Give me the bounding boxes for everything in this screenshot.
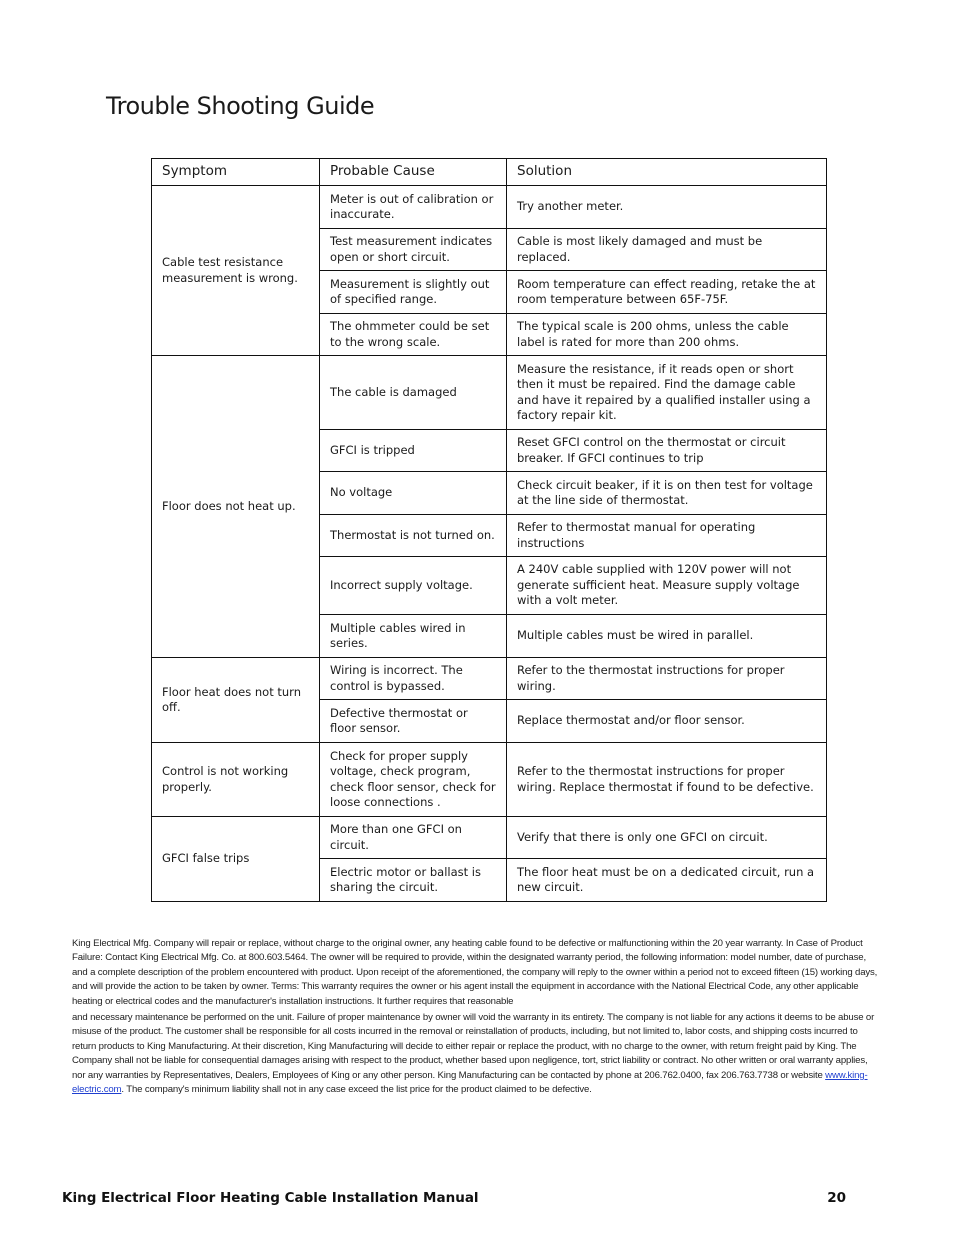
solution-cell: Replace thermostat and/or floor sensor. <box>507 700 827 743</box>
cause-cell: Electric motor or ballast is sharing the circuit. <box>320 859 507 902</box>
solution-cell: Check circuit beaker, if it is on then test for voltage at the line side of thermostat. <box>507 472 827 515</box>
column-header-probable-cause: Probable Cause <box>320 159 507 186</box>
warranty-text-before-link: and necessary maintenance be performed on the unit. Failure of proper maintenance by owner will void the warranty in its entirety. The company is not liable for any actions it deems to be abuse or misuse of the product. The customer shall be responsible for all costs incurred in the removal or reinstallation of products, including, but not limited to, labor costs, and shipping costs incurred to return products to King Manufacturing. At their discretion, King Manufacturing will decide to either repair or replace the product, with no charge to the owner, with return freight paid by King. The Company shall not be liable for consequential damages arising with respect to the product, whether based upon negligence, tort, strict liability or contract. No other written or oral warranty applies, nor any warranties by Representatives, Dealers, Employees of King or any other person. King Manufacturing can be contacted by phone at 206.762.0400, fax 206.763.7738 or website <box>72 1012 875 1081</box>
column-header-solution: Solution <box>507 159 827 186</box>
cause-cell: The cable is damaged <box>320 356 507 430</box>
column-header-symptom: Symptom <box>152 159 320 186</box>
solution-cell: Refer to thermostat manual for operating instructions <box>507 515 827 557</box>
cause-cell: Thermostat is not turned on. <box>320 515 507 557</box>
cause-cell: Incorrect supply voltage. <box>320 557 507 615</box>
cause-cell: No voltage <box>320 472 507 515</box>
website-link[interactable]: www.king-electric.com <box>72 1069 868 1096</box>
symptom-cell: Floor does not heat up. <box>152 356 320 658</box>
symptom-cell: GFCI false trips <box>152 817 320 902</box>
table-header-row <box>152 159 827 186</box>
troubleshooting-table <box>151 158 827 902</box>
cause-cell: GFCI is tripped <box>320 430 507 472</box>
cause-cell: Meter is out of calibration or inaccurate. <box>320 186 507 229</box>
table-row <box>152 658 827 700</box>
solution-cell: Multiple cables must be wired in parallel. <box>507 615 827 658</box>
table-row <box>152 817 827 859</box>
cause-cell: Check for proper supply voltage, check program, check floor sensor, check for loose connections . <box>320 743 507 817</box>
cause-cell: Measurement is slightly out of specified range. <box>320 271 507 314</box>
cause-cell: More than one GFCI on circuit. <box>320 817 507 859</box>
cause-cell: Test measurement indicates open or short circuit. <box>320 229 507 271</box>
symptom-cell: Cable test resistance measurement is wrong. <box>152 186 320 356</box>
solution-cell: Refer to the thermostat instructions for proper wiring. <box>507 658 827 700</box>
page-footer <box>62 1190 846 1206</box>
solution-cell: Try another meter. <box>507 186 827 229</box>
cause-cell: Multiple cables wired in series. <box>320 615 507 658</box>
page-title: Trouble Shooting Guide <box>106 92 375 120</box>
table-row <box>152 743 827 817</box>
solution-cell: Room temperature can effect reading, retake the at room temperature between 65F-75F. <box>507 271 827 314</box>
table-row <box>152 356 827 430</box>
solution-cell: Measure the resistance, if it reads open or short then it must be repaired. Find the damage cable and have it repaired by a qualified installer using a factory repair kit. <box>507 356 827 430</box>
solution-cell: Verify that there is only one GFCI on circuit. <box>507 817 827 859</box>
table-row <box>152 186 827 229</box>
cause-cell: The ohmmeter could be set to the wrong scale. <box>320 314 507 356</box>
solution-cell: Refer to the thermostat instructions for proper wiring. Replace thermostat if found to be defective. <box>507 743 827 817</box>
manual-title: King Electrical Floor Heating Cable Installation Manual <box>62 1190 479 1206</box>
symptom-cell: Control is not working properly. <box>152 743 320 817</box>
page-number: 20 <box>827 1190 846 1206</box>
cause-cell: Defective thermostat or floor sensor. <box>320 700 507 743</box>
cause-cell: Wiring is incorrect. The control is bypassed. <box>320 658 507 700</box>
warranty-text <box>72 937 878 1097</box>
warranty-paragraph-2 <box>72 1011 878 1097</box>
symptom-cell: Floor heat does not turn off. <box>152 658 320 743</box>
solution-cell: The typical scale is 200 ohms, unless the cable label is rated for more than 200 ohms. <box>507 314 827 356</box>
solution-cell: Cable is most likely damaged and must be replaced. <box>507 229 827 271</box>
solution-cell: Reset GFCI control on the thermostat or circuit breaker. If GFCI continues to trip <box>507 430 827 472</box>
warranty-paragraph-1: King Electrical Mfg. Company will repair or replace, without charge to the original owner, any heating cable found to be defective or malfunctioning within the 20 year warranty. In Case of Product Failure: Contact King Electrical Mfg. Co. at 800.603.5464. The owner will be required to provide, within the designated warranty period, the following information: model number, date of purchase, and a complete description of the problem encountered with product. Upon receipt of the aforementioned, the company will reply to the owner within a period not to exceed fifteen (15) working days, and will provide the action to be taken by owner. Terms: This warranty requires the owner or his agent install the equipment in accordance with the National Electrical Code, any other applicable heating or electrical codes and the manufacturer's installation instructions. It further requires that reasonable <box>72 938 878 1007</box>
solution-cell: The floor heat must be on a dedicated circuit, run a new circuit. <box>507 859 827 902</box>
solution-cell: A 240V cable supplied with 120V power will not generate sufficient heat. Measure supply voltage with a volt meter. <box>507 557 827 615</box>
warranty-text-after-link: . The company's minimum liability shall not in any case exceed the list price for the product claimed to be defective. <box>121 1084 592 1096</box>
